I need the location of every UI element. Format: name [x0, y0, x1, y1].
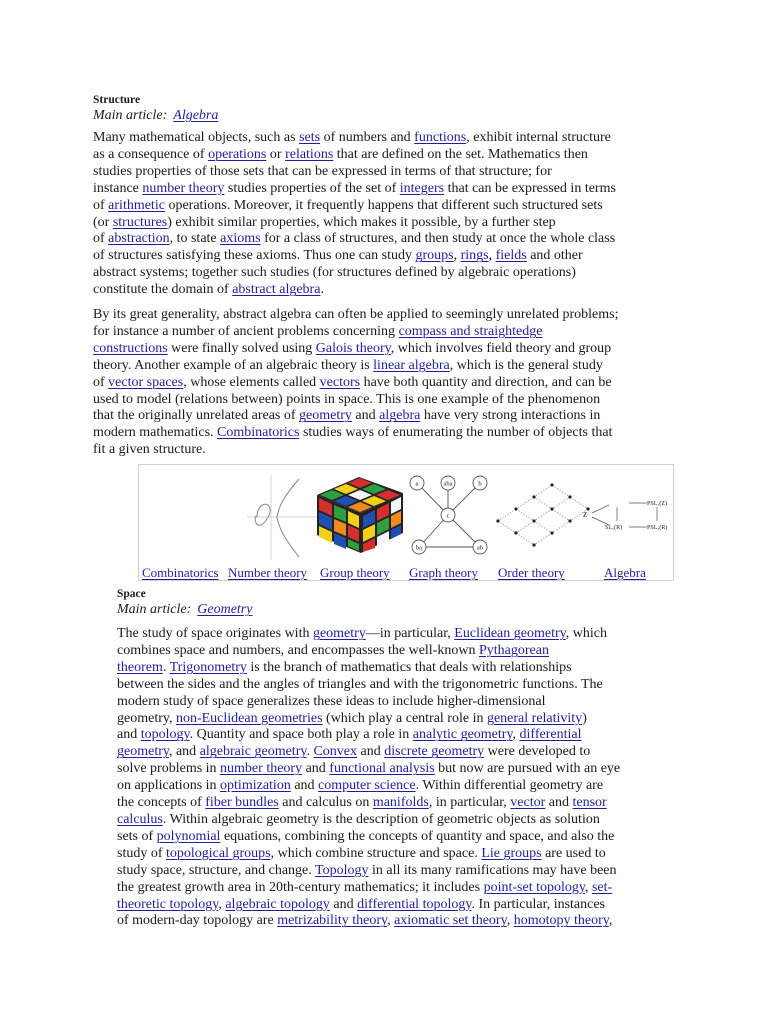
text-run: is the branch of mathematics that deals with relationships	[246, 659, 572, 675]
text-run: for instance a number of ancient problems concerning	[93, 323, 399, 339]
text-run: for a class of structures, and then study at once the whole class	[260, 231, 616, 247]
text-run: .	[320, 282, 324, 298]
text-line	[93, 181, 616, 198]
algebra-diagram-label: SL₂(R)	[605, 525, 623, 531]
wiki-link[interactable]: number theory	[220, 761, 303, 777]
text-run: used to model (relations between) points in space. This is one example of the phenomenon	[93, 391, 601, 407]
text-line	[117, 863, 620, 880]
text-line	[117, 727, 620, 744]
text-run: of	[93, 197, 109, 213]
wiki-link[interactable]: Topology	[315, 862, 369, 878]
text-run: were finally solved using	[167, 340, 316, 356]
text-run: , which is the general study	[449, 357, 603, 373]
wiki-link[interactable]: differential	[519, 727, 582, 743]
text-run: instance	[93, 180, 143, 196]
text-line	[117, 778, 620, 795]
text-line	[117, 677, 620, 694]
wiki-link[interactable]: sets	[299, 130, 321, 145]
text-run: study space, structure, and change.	[117, 862, 316, 878]
text-run: ,	[488, 248, 496, 264]
structure-paragraph-1	[93, 130, 616, 299]
algebra-diagram-label: PSL₂(R)	[647, 525, 668, 531]
wiki-link[interactable]: functions	[414, 130, 467, 145]
text-line	[93, 215, 616, 232]
wiki-link[interactable]: optimization	[220, 778, 291, 794]
main-article-prefix: Main article:	[117, 602, 192, 617]
wiki-link[interactable]: geometry	[117, 744, 169, 760]
text-run: geometry,	[117, 710, 176, 726]
text-line	[93, 341, 618, 358]
main-article-note-space	[117, 602, 252, 618]
text-line	[117, 913, 620, 930]
text-run: , which combine structure and space.	[270, 845, 482, 861]
text-run: modern mathematics.	[93, 425, 218, 441]
text-line	[117, 744, 620, 761]
text-run: ,	[584, 879, 592, 895]
wiki-link[interactable]: manifolds	[372, 795, 429, 811]
text-run: sets of	[117, 828, 157, 844]
wiki-link[interactable]: vector spaces	[108, 374, 184, 390]
wiki-link[interactable]: theorem	[117, 659, 163, 675]
wiki-link[interactable]: vector	[510, 795, 546, 811]
text-line	[93, 408, 618, 425]
wiki-link[interactable]: fiber bundles	[205, 795, 279, 811]
text-run: have very strong interactions in	[420, 408, 601, 424]
text-run: , whose elements called	[183, 374, 320, 390]
text-run: ,	[453, 248, 461, 264]
text-run: operations. Moreover, it frequently happens that different such structured sets	[164, 197, 603, 213]
rubiks-cube-image	[317, 477, 403, 553]
text-run: and	[117, 727, 141, 743]
text-run: and	[290, 778, 319, 794]
main-article-note-structure	[93, 108, 218, 124]
wiki-link[interactable]: vectors	[319, 374, 361, 390]
wiki-link[interactable]: arithmetic	[108, 197, 165, 213]
wiki-link[interactable]: Convex	[313, 744, 358, 760]
text-line	[117, 761, 620, 778]
text-line	[93, 358, 618, 375]
wiki-link[interactable]: constructions	[93, 340, 168, 356]
text-run: (or	[93, 214, 113, 230]
text-line	[117, 626, 620, 643]
caption-combinatorics[interactable]: Combinatorics	[142, 565, 219, 580]
text-run: )	[582, 710, 587, 726]
wiki-link[interactable]: rings	[460, 248, 489, 264]
wiki-link[interactable]: algebraic geometry	[199, 744, 307, 760]
text-run: are used to	[541, 845, 606, 861]
text-line	[93, 375, 618, 392]
wiki-link[interactable]: polynomial	[156, 828, 221, 844]
text-run: solve problems in	[117, 761, 221, 777]
text-run: Many mathematical objects, such as	[93, 130, 300, 145]
graph-node-label: a	[415, 480, 419, 488]
text-run: studies properties of those sets that can be expressed in terms of that structure; for	[93, 163, 552, 179]
text-run: equations, combining the concepts of quantity and space, and also the	[220, 828, 615, 844]
commutative-diagram-image	[583, 500, 667, 531]
text-line	[93, 282, 616, 299]
wiki-link[interactable]: calculus	[117, 811, 163, 827]
wiki-link[interactable]: operations	[208, 146, 267, 162]
text-line	[117, 812, 620, 829]
text-run: that the originally unrelated areas of	[93, 408, 300, 424]
wiki-link[interactable]: fields	[495, 248, 527, 264]
text-line	[93, 198, 616, 215]
text-run: . Within algebraic geometry is the description of geometric objects as solution	[162, 811, 600, 827]
wiki-link[interactable]: Combinatorics	[217, 425, 300, 441]
graph-node-label: ba	[415, 544, 423, 552]
algebra-diagram-label: PSL₂(Z)	[647, 501, 668, 507]
text-run: the greatest growth area in 20th-century mathematics; it includes	[117, 879, 484, 895]
text-run: ,	[506, 913, 514, 929]
text-run: and	[545, 795, 573, 811]
text-run: fit a given structure.	[93, 442, 206, 458]
wiki-link[interactable]: abstraction	[108, 231, 170, 247]
wiki-link[interactable]: analytic geometry	[412, 727, 513, 743]
text-run: the concepts of	[117, 795, 206, 811]
text-run: , in particular,	[428, 795, 511, 811]
text-run: of	[93, 231, 109, 247]
text-run: or	[266, 146, 286, 162]
wiki-link[interactable]: Pythagorean	[478, 642, 549, 658]
wiki-link[interactable]: abstract algebra	[232, 282, 321, 298]
wiki-link[interactable]: geometry	[312, 626, 366, 641]
text-run: studies properties of the set of	[224, 180, 400, 196]
caption-order-theory[interactable]: Order theory	[498, 565, 565, 580]
space-paragraph	[117, 626, 620, 930]
text-run: By its great generality, abstract algebra can often be applied to seemingly unrelated problems;	[93, 307, 619, 322]
text-run: that can be expressed in terms	[444, 180, 616, 196]
text-run: have both quantity and direction, and can be	[360, 374, 612, 390]
wiki-link[interactable]: integers	[399, 180, 445, 196]
text-run: abstract systems; together such studies (for structures defined by algebraic operations)	[93, 265, 576, 281]
structure-paragraph-2	[93, 307, 618, 459]
wiki-link[interactable]: Galois theory	[315, 340, 391, 356]
text-run: and	[357, 744, 385, 760]
text-run: of modern-day topology are	[117, 913, 278, 929]
text-run: of structures satisfying these axioms. Thus one can study	[93, 248, 416, 264]
text-run: ,	[218, 896, 226, 912]
wiki-link[interactable]: Lie groups	[481, 845, 542, 861]
text-run: (which play a central role in	[322, 710, 487, 726]
wiki-link[interactable]: axiomatic set theory	[394, 913, 507, 929]
wiki-link[interactable]: tensor	[572, 795, 607, 811]
text-line	[93, 307, 618, 324]
wiki-link[interactable]: metrizability theory	[277, 913, 388, 929]
wiki-link[interactable]: relations	[285, 146, 334, 162]
text-run: , and	[168, 744, 200, 760]
wiki-link[interactable]: number theory	[142, 180, 225, 196]
wiki-link[interactable]: topology	[140, 727, 190, 743]
text-line	[93, 164, 616, 181]
text-run: on applications in	[117, 778, 221, 794]
text-line	[93, 130, 616, 147]
text-run: , which	[565, 626, 607, 641]
text-line	[117, 694, 620, 711]
text-run: , which involves field theory and group	[390, 340, 612, 356]
text-run: of	[93, 374, 109, 390]
text-line	[117, 829, 620, 846]
text-run: that are defined on the set. Mathematics then	[333, 146, 588, 162]
wiki-link[interactable]: algebra	[379, 408, 421, 424]
text-run: —in particular,	[365, 626, 455, 641]
text-line	[117, 880, 620, 897]
wiki-link[interactable]: theoretic topology	[117, 896, 219, 912]
text-line	[117, 897, 620, 914]
text-run: and	[329, 896, 358, 912]
main-article-prefix: Main article:	[93, 108, 168, 123]
wiki-link[interactable]: homotopy theory	[513, 913, 609, 929]
text-line	[93, 265, 616, 282]
text-run: . Quantity and space both play a role in	[189, 727, 413, 743]
text-run: ,	[512, 727, 520, 743]
text-run: ,	[387, 913, 395, 929]
text-run: theory. Another example of an algebraic theory is	[93, 357, 374, 373]
text-run: .	[162, 659, 170, 675]
text-run: , to state	[169, 231, 221, 247]
math-topics-gallery	[138, 464, 674, 581]
text-run: and	[302, 761, 330, 777]
graph-node-label: ab	[476, 544, 484, 552]
text-line	[93, 324, 618, 341]
text-line	[93, 425, 618, 442]
text-line	[93, 248, 616, 265]
wiki-link[interactable]: non-Euclidean geometries	[175, 710, 323, 726]
wiki-link[interactable]: general relativity	[486, 710, 583, 726]
text-line	[117, 660, 620, 677]
text-run: .	[306, 744, 314, 760]
algebra-diagram-label: Z	[583, 511, 588, 519]
wiki-link[interactable]: algebraic topology	[225, 896, 330, 912]
text-line	[117, 795, 620, 812]
text-run: and other	[526, 248, 583, 264]
graph-node-label: b	[478, 480, 482, 488]
caption-number-theory[interactable]: Number theory	[228, 565, 308, 580]
text-run: constitute the domain of	[93, 282, 233, 298]
wiki-link[interactable]: axioms	[220, 231, 261, 247]
wiki-link[interactable]: structures	[112, 214, 168, 230]
hasse-nodes	[496, 483, 589, 546]
main-article-link-algebra[interactable]: Algebra	[173, 108, 219, 123]
text-run: ) exhibit similar properties, which makes it possible, by a further step	[167, 214, 556, 230]
graph-node-label: c	[446, 512, 450, 520]
text-run: studies ways of enumerating the number of objects that	[299, 425, 613, 441]
text-run: ,	[608, 913, 613, 929]
section-heading-structure: Structure	[93, 94, 141, 106]
text-run: but now are pursued with an eye	[434, 761, 621, 777]
text-line	[117, 846, 620, 863]
text-run: modern study of space generalizes these ideas to include higher-dimensional	[117, 693, 546, 709]
text-run: and calculus on	[278, 795, 373, 811]
text-run: in all its many ramifications may have been	[368, 862, 617, 878]
text-line	[93, 392, 618, 409]
text-run: . Within differential geometry are	[415, 778, 604, 794]
gallery-illustrations	[139, 465, 675, 582]
text-run: between the sides and the angles of triangles and with the trigonometric functions. The	[117, 676, 603, 692]
text-run: , exhibit internal structure	[466, 130, 611, 145]
text-run: study of	[117, 845, 166, 861]
text-run: were developed to	[484, 744, 591, 760]
wiki-link[interactable]: computer science	[318, 778, 416, 794]
graph-node-label: aba	[443, 480, 453, 488]
wiki-link[interactable]: topological groups	[166, 845, 271, 861]
wiki-link[interactable]: differential topology	[357, 896, 472, 912]
caption-algebra[interactable]: Algebra	[604, 565, 646, 580]
wiki-link[interactable]: set-	[591, 879, 613, 895]
wiki-link[interactable]: Euclidean geometry	[454, 626, 566, 641]
section-heading-space: Space	[117, 588, 146, 600]
text-line	[117, 643, 620, 660]
wiki-link[interactable]: Trigonometry	[169, 659, 247, 675]
text-run: The study of space originates with	[117, 626, 313, 641]
wiki-link[interactable]: geometry	[299, 408, 352, 424]
text-line	[93, 231, 616, 248]
wiki-link[interactable]: discrete geometry	[384, 744, 485, 760]
text-line	[93, 147, 616, 164]
text-run: combines space and numbers, and encompasses the well-known	[117, 642, 479, 658]
hasse-diagram-image	[498, 485, 588, 545]
wiki-link[interactable]: point-set topology	[483, 879, 585, 895]
text-run: as a consequence of	[93, 146, 209, 162]
wiki-link[interactable]: linear algebra	[373, 357, 450, 373]
text-line	[117, 711, 620, 728]
wiki-link[interactable]: functional analysis	[329, 761, 435, 777]
caption-graph-theory[interactable]: Graph theory	[409, 565, 478, 580]
caption-group-theory[interactable]: Group theory	[320, 565, 390, 580]
elliptic-curve-image	[247, 475, 317, 560]
text-run: and	[351, 408, 380, 424]
wiki-link[interactable]: compass and straightedge	[398, 323, 543, 339]
main-article-link-geometry[interactable]: Geometry	[197, 602, 253, 617]
text-line	[93, 442, 618, 459]
text-run: . In particular, instances	[471, 896, 606, 912]
text-run: of numbers and	[320, 130, 415, 145]
wiki-link[interactable]: groups	[415, 248, 454, 264]
